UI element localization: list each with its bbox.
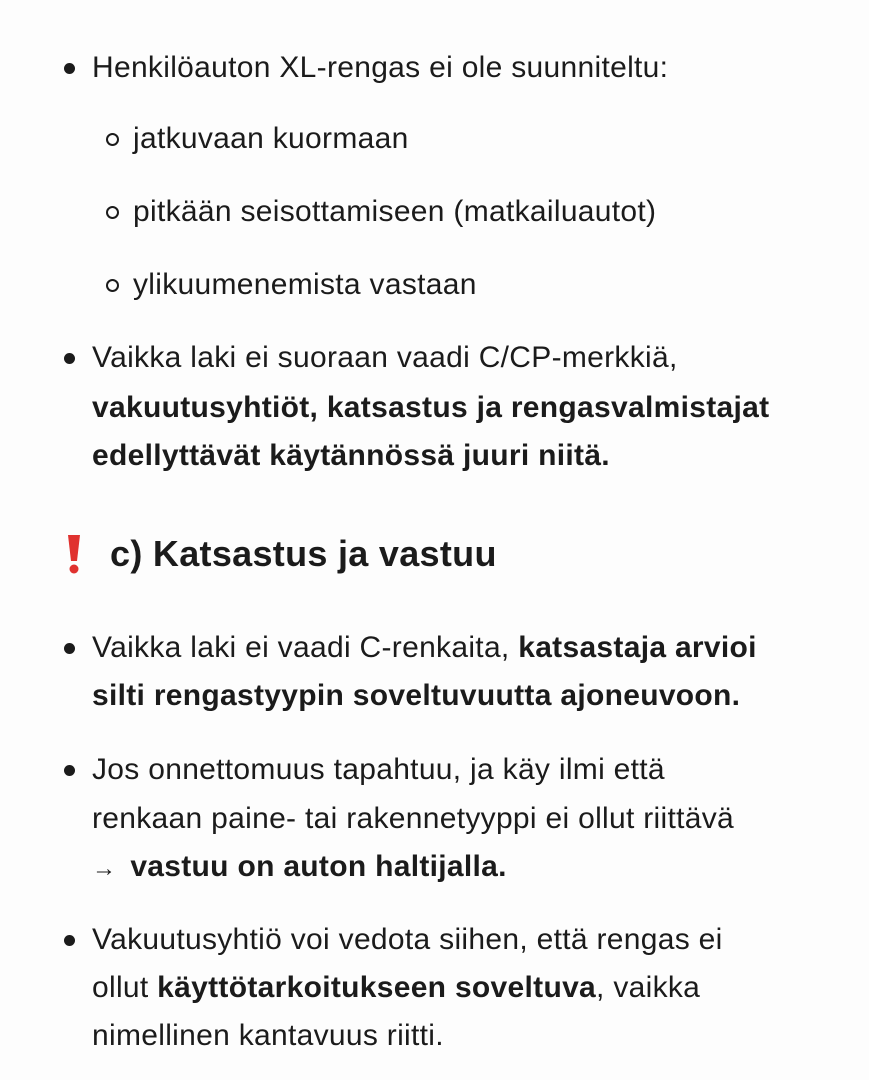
list-item-bold-text: edellyttävät käytännössä juuri niitä. [92,439,610,472]
list-item-text: Jos onnettomuus tapahtuu, ja käy ilmi että [92,753,665,786]
list-item-text: Vakuutusyhtiö voi vedota siihen, että rengas ei [92,923,723,956]
exclamation-icon [64,533,84,575]
bullet-dot [64,765,75,776]
list-item-bold-text: vastuu on auton haltijalla. [130,850,507,883]
sub-bullet-circle [106,279,119,292]
list-item-text [92,843,507,893]
list-item-text [92,964,700,1012]
bullet-dot [64,935,75,946]
bullet-dot [64,643,75,654]
sub-bullet-circle [106,133,119,146]
sub-list-item: pitkään seisottamiseen (matkailuautot) [133,195,657,228]
section-heading: c) Katsastus ja vastuu [110,533,497,574]
bullet-dot [64,353,75,364]
arrow-right-icon: → [92,855,117,882]
list-item-bold-text: käyttötarkoitukseen soveltuva [157,971,597,1004]
list-item-text: nimellinen kantavuus riitti. [92,1019,444,1052]
list-item-text [92,624,757,672]
sub-list-item: jatkuvaan kuormaan [133,122,409,155]
list-item-normal-text: , vaikka [596,971,701,1004]
list-item-bold-text: silti rengastyypin soveltuvuutta ajoneuvoon. [92,679,741,712]
list-item-normal-text: Vaikka laki ei vaadi C-renkaita, [92,631,519,664]
list-item-bold-text: vakuutusyhtiöt, katsastus ja rengasvalmistajat [92,391,770,424]
sub-list-item: ylikuumenemista vastaan [133,268,477,301]
sub-bullet-circle [106,206,119,219]
list-item-text: renkaan paine- tai rakennetyyppi ei ollut riittävä [92,802,735,835]
list-item-normal-text: ollut [92,971,158,1004]
list-item-text: Vaikka laki ei suoraan vaadi C/CP-merkkiä, [92,341,678,374]
bullet-dot [64,63,75,74]
list-item-text: Henkilöauton XL-rengas ei ole suunniteltu: [92,51,669,84]
list-item-bold-text: katsastaja arvioi [518,631,757,664]
